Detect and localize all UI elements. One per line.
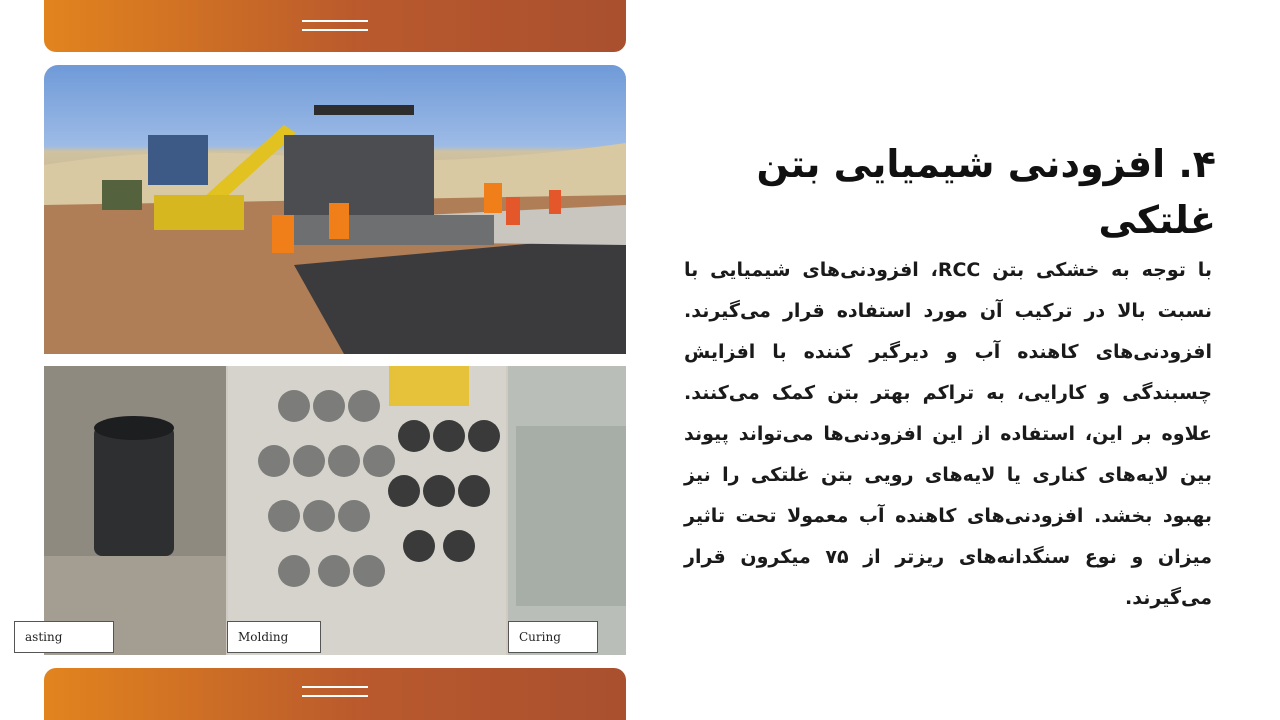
paving-machine-photo: [44, 65, 626, 354]
concrete-samples-photo: [25, 366, 626, 655]
curing-tank: [516, 426, 626, 606]
paver-body: [284, 135, 434, 225]
paver-screed: [294, 215, 494, 245]
feeder-machine: [154, 195, 244, 230]
worker-vest: [484, 183, 502, 213]
cylinder-mold: [94, 426, 174, 556]
top-accent-bar: [44, 0, 626, 52]
truck-cab: [102, 180, 142, 210]
caption-curing: Curing: [508, 621, 598, 653]
slide-title: ۴. افزودنی شیمیایی بتن غلتکی: [756, 142, 1216, 242]
caption-casting: asting: [14, 621, 114, 653]
yellow-bag: [389, 366, 469, 406]
worker-vest: [329, 203, 349, 239]
double-line-icon: [302, 20, 368, 31]
worker-vest: [549, 190, 561, 214]
paver-canopy: [314, 105, 414, 115]
caption-molding: Molding: [227, 621, 321, 653]
slide-body-text: با توجه به خشکی بتن RCC، افزودنی‌های شیمیایی با نسبت بالا در ترکیب آن مورد استفاده قرار می‌گیرند. افزودنی‌های کاهنده آب و دیرگیر کننده با افزایش چسبندگی و کارایی، به تراکم بهتر بتن کمک می‌کنند. علاوه بر این، استفاده از این افزودنی‌ها می‌تواند پیوند بین لایه‌های کناری یا لایه‌های رویی بتن غلتکی را نیز بهبود بخشد. افزودنی‌های کاهنده آب معمولا تحت تاثیر میزان و نوع سنگدانه‌های ریزتر از ۷۵ میکرون قرار می‌گیرند.: [684, 259, 1212, 609]
bottom-accent-bar: [44, 668, 626, 720]
worker-vest: [506, 197, 520, 225]
worker-vest: [272, 215, 294, 253]
mold-opening: [94, 416, 174, 440]
dump-truck-bed: [148, 135, 208, 185]
paving-scene-illustration: [44, 65, 626, 354]
samples-illustration: [44, 366, 626, 655]
double-line-icon: [302, 686, 368, 697]
